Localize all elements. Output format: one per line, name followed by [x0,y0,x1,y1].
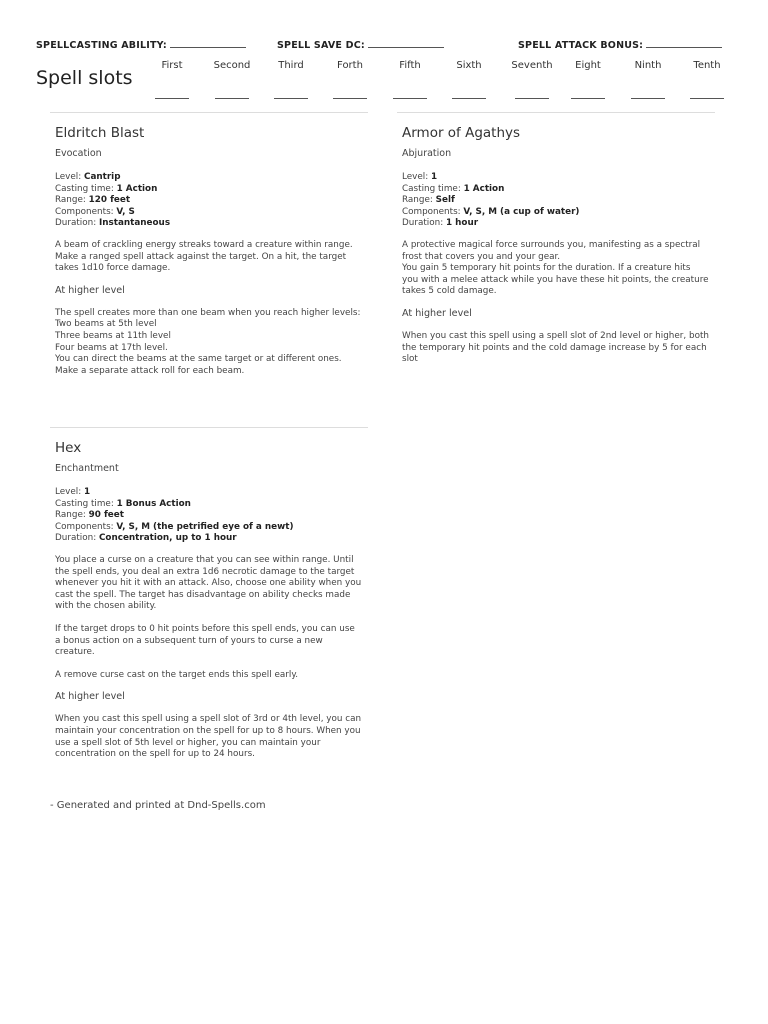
spell-slot-label: Tenth [693,60,721,71]
spell-slot-label: Seventh [511,60,553,71]
spell-slot-label: Sixth [456,60,482,71]
stat-value: Cantrip [83,172,121,182]
spell-name: Hex [55,440,82,456]
spellcasting-ability-field [36,37,246,51]
spell-slot-10 [679,60,735,99]
stat-value: 1 hour [445,218,479,229]
spell-attack-bonus-label: SPELL ATTACK BONUS: [518,40,644,51]
stat-value: 1 Bonus Action [116,498,191,509]
stat-label: Level: [55,487,82,497]
spell-slot-blank[interactable] [274,97,308,99]
stat-value: 90 feet [88,510,124,521]
higher-level-line: The spell creates more than one beam when you reach higher levels: [55,307,361,318]
stat-value: 1 Action [116,183,158,194]
spell-stats [402,172,709,230]
stat-label: Duration: [55,533,97,544]
stat-duration [55,533,362,545]
spell-slot-blank[interactable] [571,97,605,99]
higher-level-text [55,308,362,378]
stat-level [402,172,709,184]
spell-slot-4 [322,60,378,99]
stat-value: V, S [116,206,135,217]
stat-components [55,522,362,534]
spell-slot-blank[interactable] [215,97,249,99]
description-paragraph: A remove curse cast on the target ends this spell early. [55,669,299,680]
spell-slot-blank[interactable] [333,97,367,99]
spell-save-dc-field [277,37,444,51]
higher-level-line: Three beams at 11th level [55,330,171,341]
higher-level-text [55,714,362,760]
stat-value: 1 [430,172,438,182]
stat-range [55,510,362,522]
spell-save-dc-blank[interactable] [368,37,444,48]
spell-slot-2 [204,60,260,99]
stat-label: Components: [55,521,114,532]
stat-casting-time [402,184,709,196]
stat-casting-time [55,499,362,511]
stat-value: V, S, M (the petrified eye of a newt) [116,521,294,532]
spell-slot-5 [382,60,438,99]
spell-slot-blank[interactable] [631,97,665,99]
stat-duration [55,218,362,230]
spell-slot-9 [620,60,676,99]
stat-range [55,195,362,207]
spell-save-dc-label: SPELL SAVE DC: [277,40,365,51]
stat-duration [402,218,709,230]
spell-card-body [50,440,368,761]
spell-slot-3 [263,60,319,99]
higher-level-line: When you cast this spell using a spell slot of 3rd or 4th level, you can maintain your concentration on the spell for up to 8 hours. When you use a spell slot of 5th level or higher, you can maintain your concentration on the spell for up to 24 hours. [55,714,362,760]
spell-description [55,555,362,681]
spell-attack-bonus-blank[interactable] [646,37,722,48]
spell-card [397,112,715,376]
stat-value: 1 Action [463,183,505,194]
stat-value: Concentration, up to 1 hour [98,533,237,544]
spell-slot-blank[interactable] [690,97,724,99]
spellcasting-ability-label: SPELLCASTING ABILITY: [36,40,167,51]
stat-label: Range: [402,195,433,206]
spell-slot-label: Eight [575,60,601,71]
spell-attack-bonus-field [518,37,722,51]
stat-level [55,487,362,499]
stat-label: Duration: [402,218,444,229]
description-paragraph: You place a curse on a creature that you can see within range. Until the spell ends, you deal an extra 1d6 necrotic damage to the target whenever you hit it with an attack. Also, choose one ability when you cast the spell. The target has disadvantage on ability checks made with the chosen ability. [55,554,362,612]
stat-value: V, S, M (a cup of water) [463,206,580,217]
footer-credit: - Generated and printed at Dnd-Spells.com [50,800,266,811]
spellcasting-ability-blank[interactable] [170,37,246,48]
spell-card [50,427,368,771]
higher-level-heading: At higher level [55,284,125,296]
description-paragraph: A beam of crackling energy streaks toward a creature within range. Make a ranged spell attack against the target. On a hit, the target takes 1d10 force damage. [55,239,353,274]
stat-label: Range: [55,510,86,521]
stat-label: Casting time: [55,183,114,194]
spell-card-body [50,125,368,377]
stat-label: Components: [402,206,461,217]
spell-name: Armor of Agathys [402,125,521,141]
spell-card [50,112,368,387]
stat-label: Casting time: [55,498,114,509]
higher-level-line: Four beams at 17th level. [55,342,168,353]
spell-slot-label: Fifth [399,60,421,71]
spell-slot-label: First [161,60,183,71]
stat-value: Instantaneous [98,218,171,229]
spell-slot-blank[interactable] [393,97,427,99]
stat-components [402,207,709,219]
spell-slot-label: Third [278,60,304,71]
spell-stats [55,487,362,545]
higher-level-heading: At higher level [55,691,125,703]
stat-level [55,172,362,184]
stat-label: Range: [55,195,86,206]
spell-slot-label: Ninth [634,60,662,71]
spell-school: Evocation [55,148,102,159]
spell-slot-blank[interactable] [452,97,486,99]
spell-school: Enchantment [55,463,119,474]
stat-label: Duration: [55,218,97,229]
spell-slots-title: Spell slots [36,67,133,89]
spell-slot-blank[interactable] [515,97,549,99]
stat-label: Components: [55,206,114,217]
spell-description [55,240,362,275]
description-paragraph: If the target drops to 0 hit points before this spell ends, you can use a bonus action on a subsequent turn of yours to curse a new creature. [55,623,355,658]
higher-level-text [402,331,709,366]
spell-slot-6 [441,60,497,99]
spell-slot-label: Second [213,60,251,71]
spell-name: Eldritch Blast [55,125,145,141]
stat-components [55,207,362,219]
spell-slot-8 [560,60,616,99]
description-paragraph: A protective magical force surrounds you, manifesting as a spectral frost that covers you and your gear. [402,239,701,262]
stat-value: Self [435,195,455,206]
stat-label: Casting time: [402,183,461,194]
stat-range [402,195,709,207]
higher-level-line: You can direct the beams at the same target or at different ones. Make a separate attack roll for each beam. [55,354,342,376]
higher-level-line: When you cast this spell using a spell slot of 2nd level or higher, both the temporary hit points and the cold damage increase by 5 for each slot [402,330,709,365]
stat-label: Level: [402,172,429,182]
spell-card-body [397,125,715,366]
stat-value: 1 [83,487,91,497]
higher-level-line: Two beams at 5th level [55,319,157,330]
spell-slot-1 [144,60,200,99]
spell-description [402,240,709,298]
stat-casting-time [55,184,362,196]
spell-slot-blank[interactable] [155,97,189,99]
description-paragraph: You gain 5 temporary hit points for the duration. If a creature hits you with a melee attack while you have these hit points, the creature takes 5 cold damage. [402,263,709,297]
spell-stats [55,172,362,230]
stat-value: 120 feet [88,195,131,206]
higher-level-heading: At higher level [402,307,472,319]
spell-slot-7 [504,60,560,99]
spell-school: Abjuration [402,148,452,159]
spell-slot-label: Forth [337,60,363,71]
stat-label: Level: [55,172,82,182]
